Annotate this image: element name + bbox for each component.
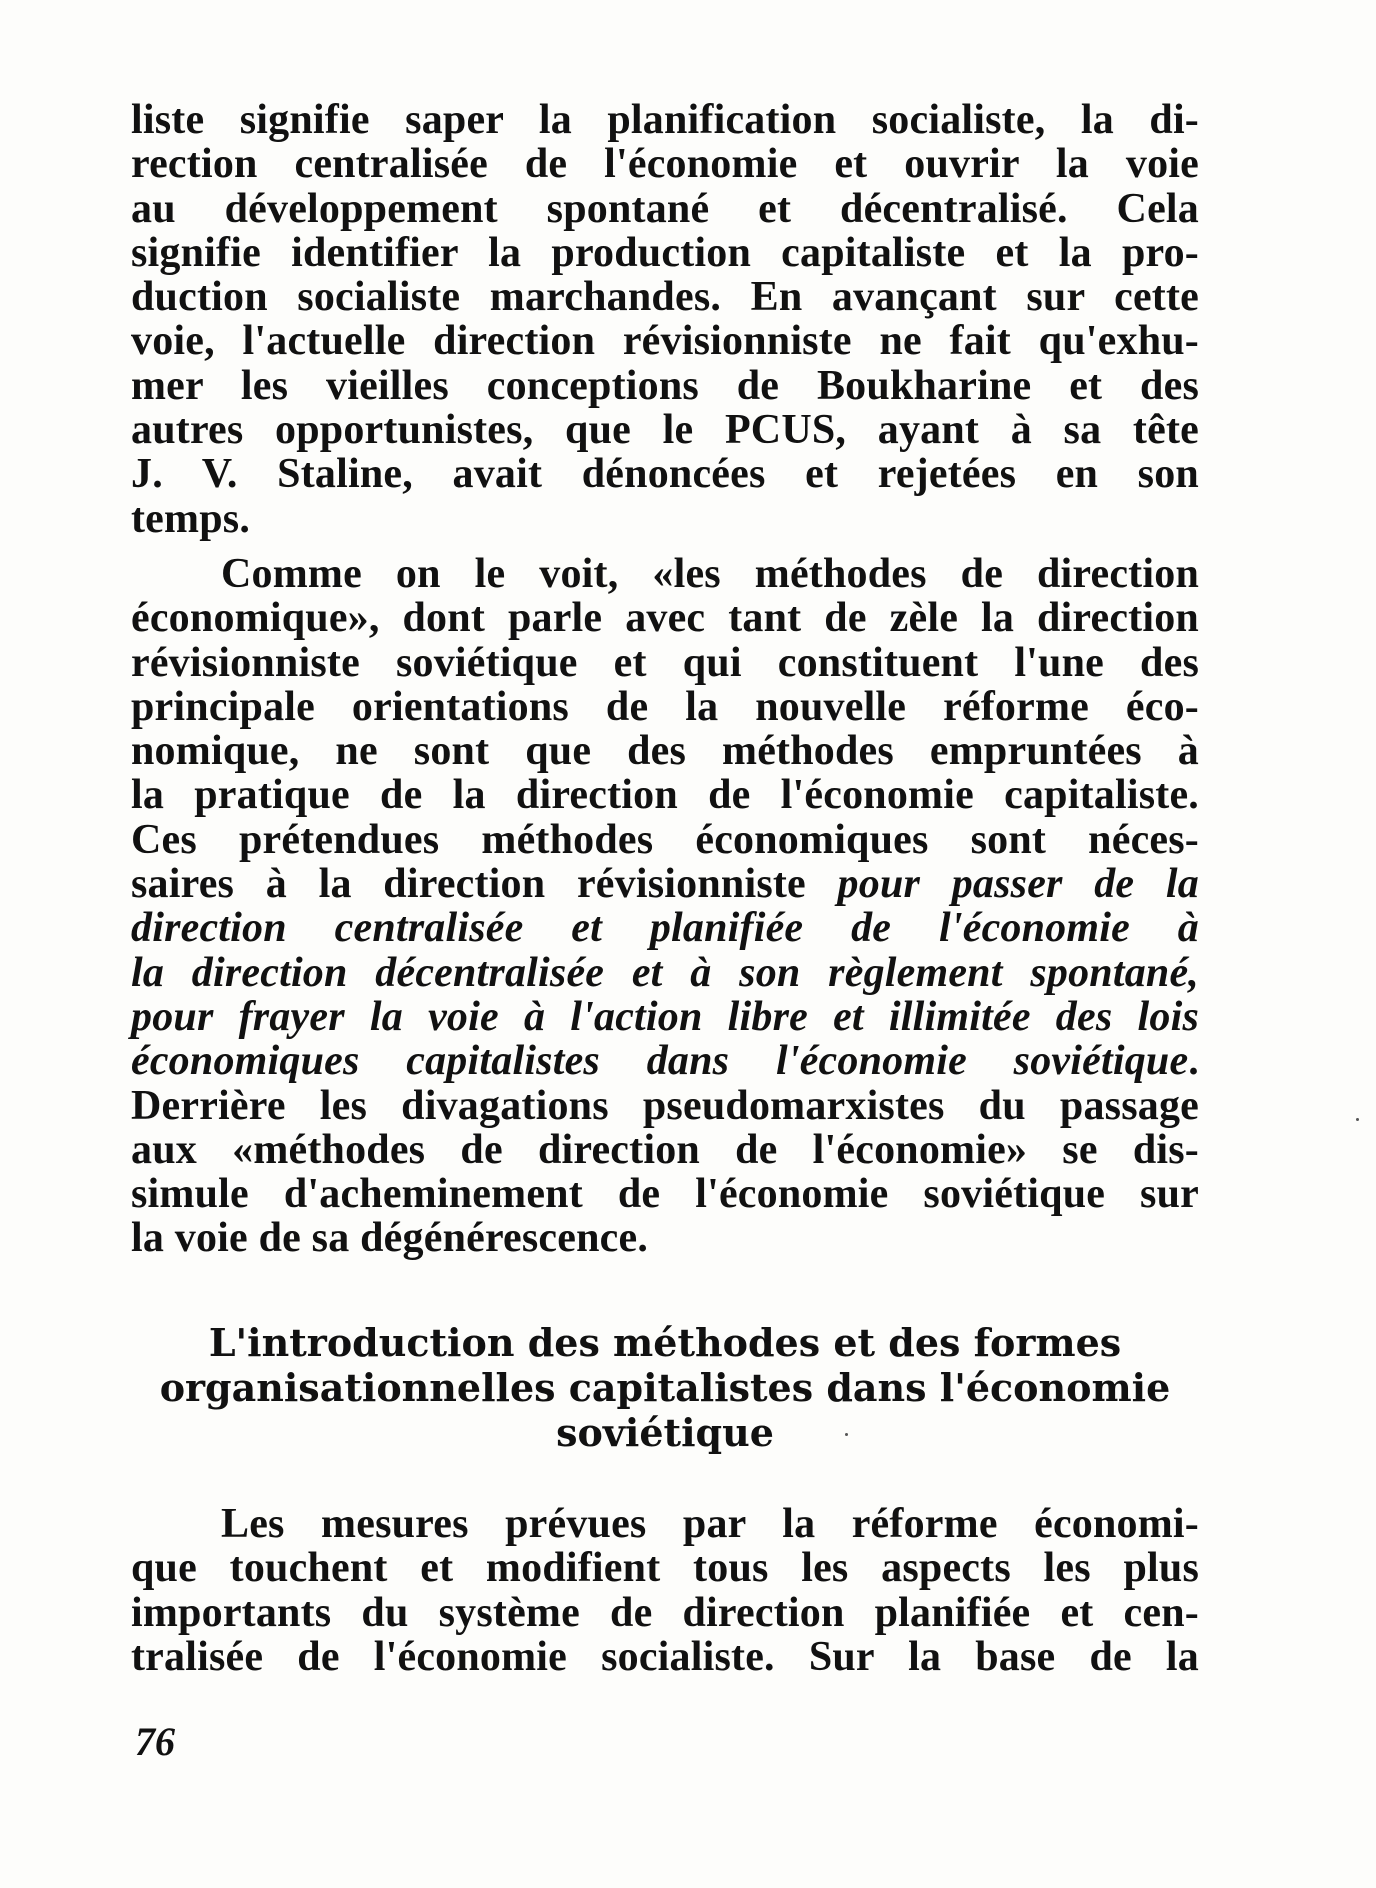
text-line: voie, l'actuelle direction révisionniste ne fait qu'exhu- (131, 318, 1199, 365)
page-number: 76 (135, 1719, 175, 1764)
text-line: importants du système de direction planifiée et cen- (131, 1589, 1199, 1636)
text-line: J. V. Staline, avait dénoncées et rejetées en son (131, 451, 1199, 498)
text-line: temps. (131, 495, 251, 542)
text-line: au développement spontané et décentralisé. Cela (131, 185, 1199, 232)
text-line: duction socialiste marchandes. En avançant sur cette (131, 274, 1199, 321)
text-line: la voie de sa dégénérescence. (131, 1215, 649, 1262)
italic-line (131, 951, 1199, 995)
text-line: Derrière les divagations pseudomarxistes du passage (131, 1082, 1199, 1129)
heading-line: soviétique (556, 1410, 774, 1455)
text-line: simule d'acheminement de l'économie soviétique sur (131, 1171, 1199, 1218)
text-line: autres opportunistes, que le PCUS, ayant à sa tête (131, 407, 1199, 454)
text-line: Ces prétendues méthodes économiques sont néces- (131, 816, 1199, 863)
text-line: révisionniste soviétique et qui constituent l'une des (131, 639, 1199, 686)
text-segment: saires à la direction révisionniste (131, 861, 806, 908)
text-line: aux «méthodes de direction de l'économie» se dis- (131, 1126, 1199, 1173)
italic-segment: la direction décentralisée et à son règlement spontané, (131, 949, 1199, 996)
italic-line (131, 995, 1199, 1039)
section-heading (131, 1320, 1199, 1455)
heading-line: L'introduction des méthodes et des formes (208, 1320, 1122, 1365)
text-line: Comme on le voit, «les méthodes de direction (221, 551, 1199, 597)
text-line: que touchent et modifient tous les aspects les plus (131, 1545, 1199, 1592)
italic-line (131, 906, 1199, 950)
text-line: nomique, ne sont que des méthodes empruntées à (131, 728, 1199, 775)
paragraph-reform (131, 1502, 1199, 1679)
text-line: Les mesures prévues par la réforme économi- (221, 1501, 1199, 1547)
text-line: rection centralisée de l'économie et ouvrir la voie (131, 141, 1199, 188)
text-line: économique», dont parle avec tant de zèle la direction (131, 595, 1199, 642)
text-line: principale orientations de la nouvelle réforme éco- (131, 683, 1199, 730)
heading-line: organisationnelles capitalistes dans l'économie (159, 1365, 1171, 1410)
scan-speck (845, 1433, 848, 1436)
text-line: signifie identifier la production capitaliste et la pro- (131, 229, 1199, 276)
text-line: liste signifie saper la planification socialiste, la di- (131, 97, 1199, 143)
italic-segment: direction centralisée et planifiée de l'économie à (131, 905, 1199, 952)
scan-speck (1356, 1118, 1359, 1121)
text-line: mer les vieilles conceptions de Boukharine et des (131, 362, 1199, 409)
italic-segment: économiques capitalistes dans l'économie soviétique (131, 1038, 1189, 1085)
text-line: tralisée de l'économie socialiste. Sur la base de la (131, 1633, 1199, 1680)
italic-segment: pour passer de la (837, 861, 1199, 908)
text-line-mixed (131, 1039, 1199, 1083)
italic-segment: pour frayer la voie à l'action libre et illimitée des lois (131, 993, 1199, 1040)
text-line-mixed (131, 862, 1199, 906)
paragraph-methods (131, 552, 1199, 1261)
text-segment: . (1188, 1038, 1199, 1085)
text-line: la pratique de la direction de l'économie capitaliste. (131, 772, 1199, 819)
paragraph-continued (131, 98, 1199, 541)
